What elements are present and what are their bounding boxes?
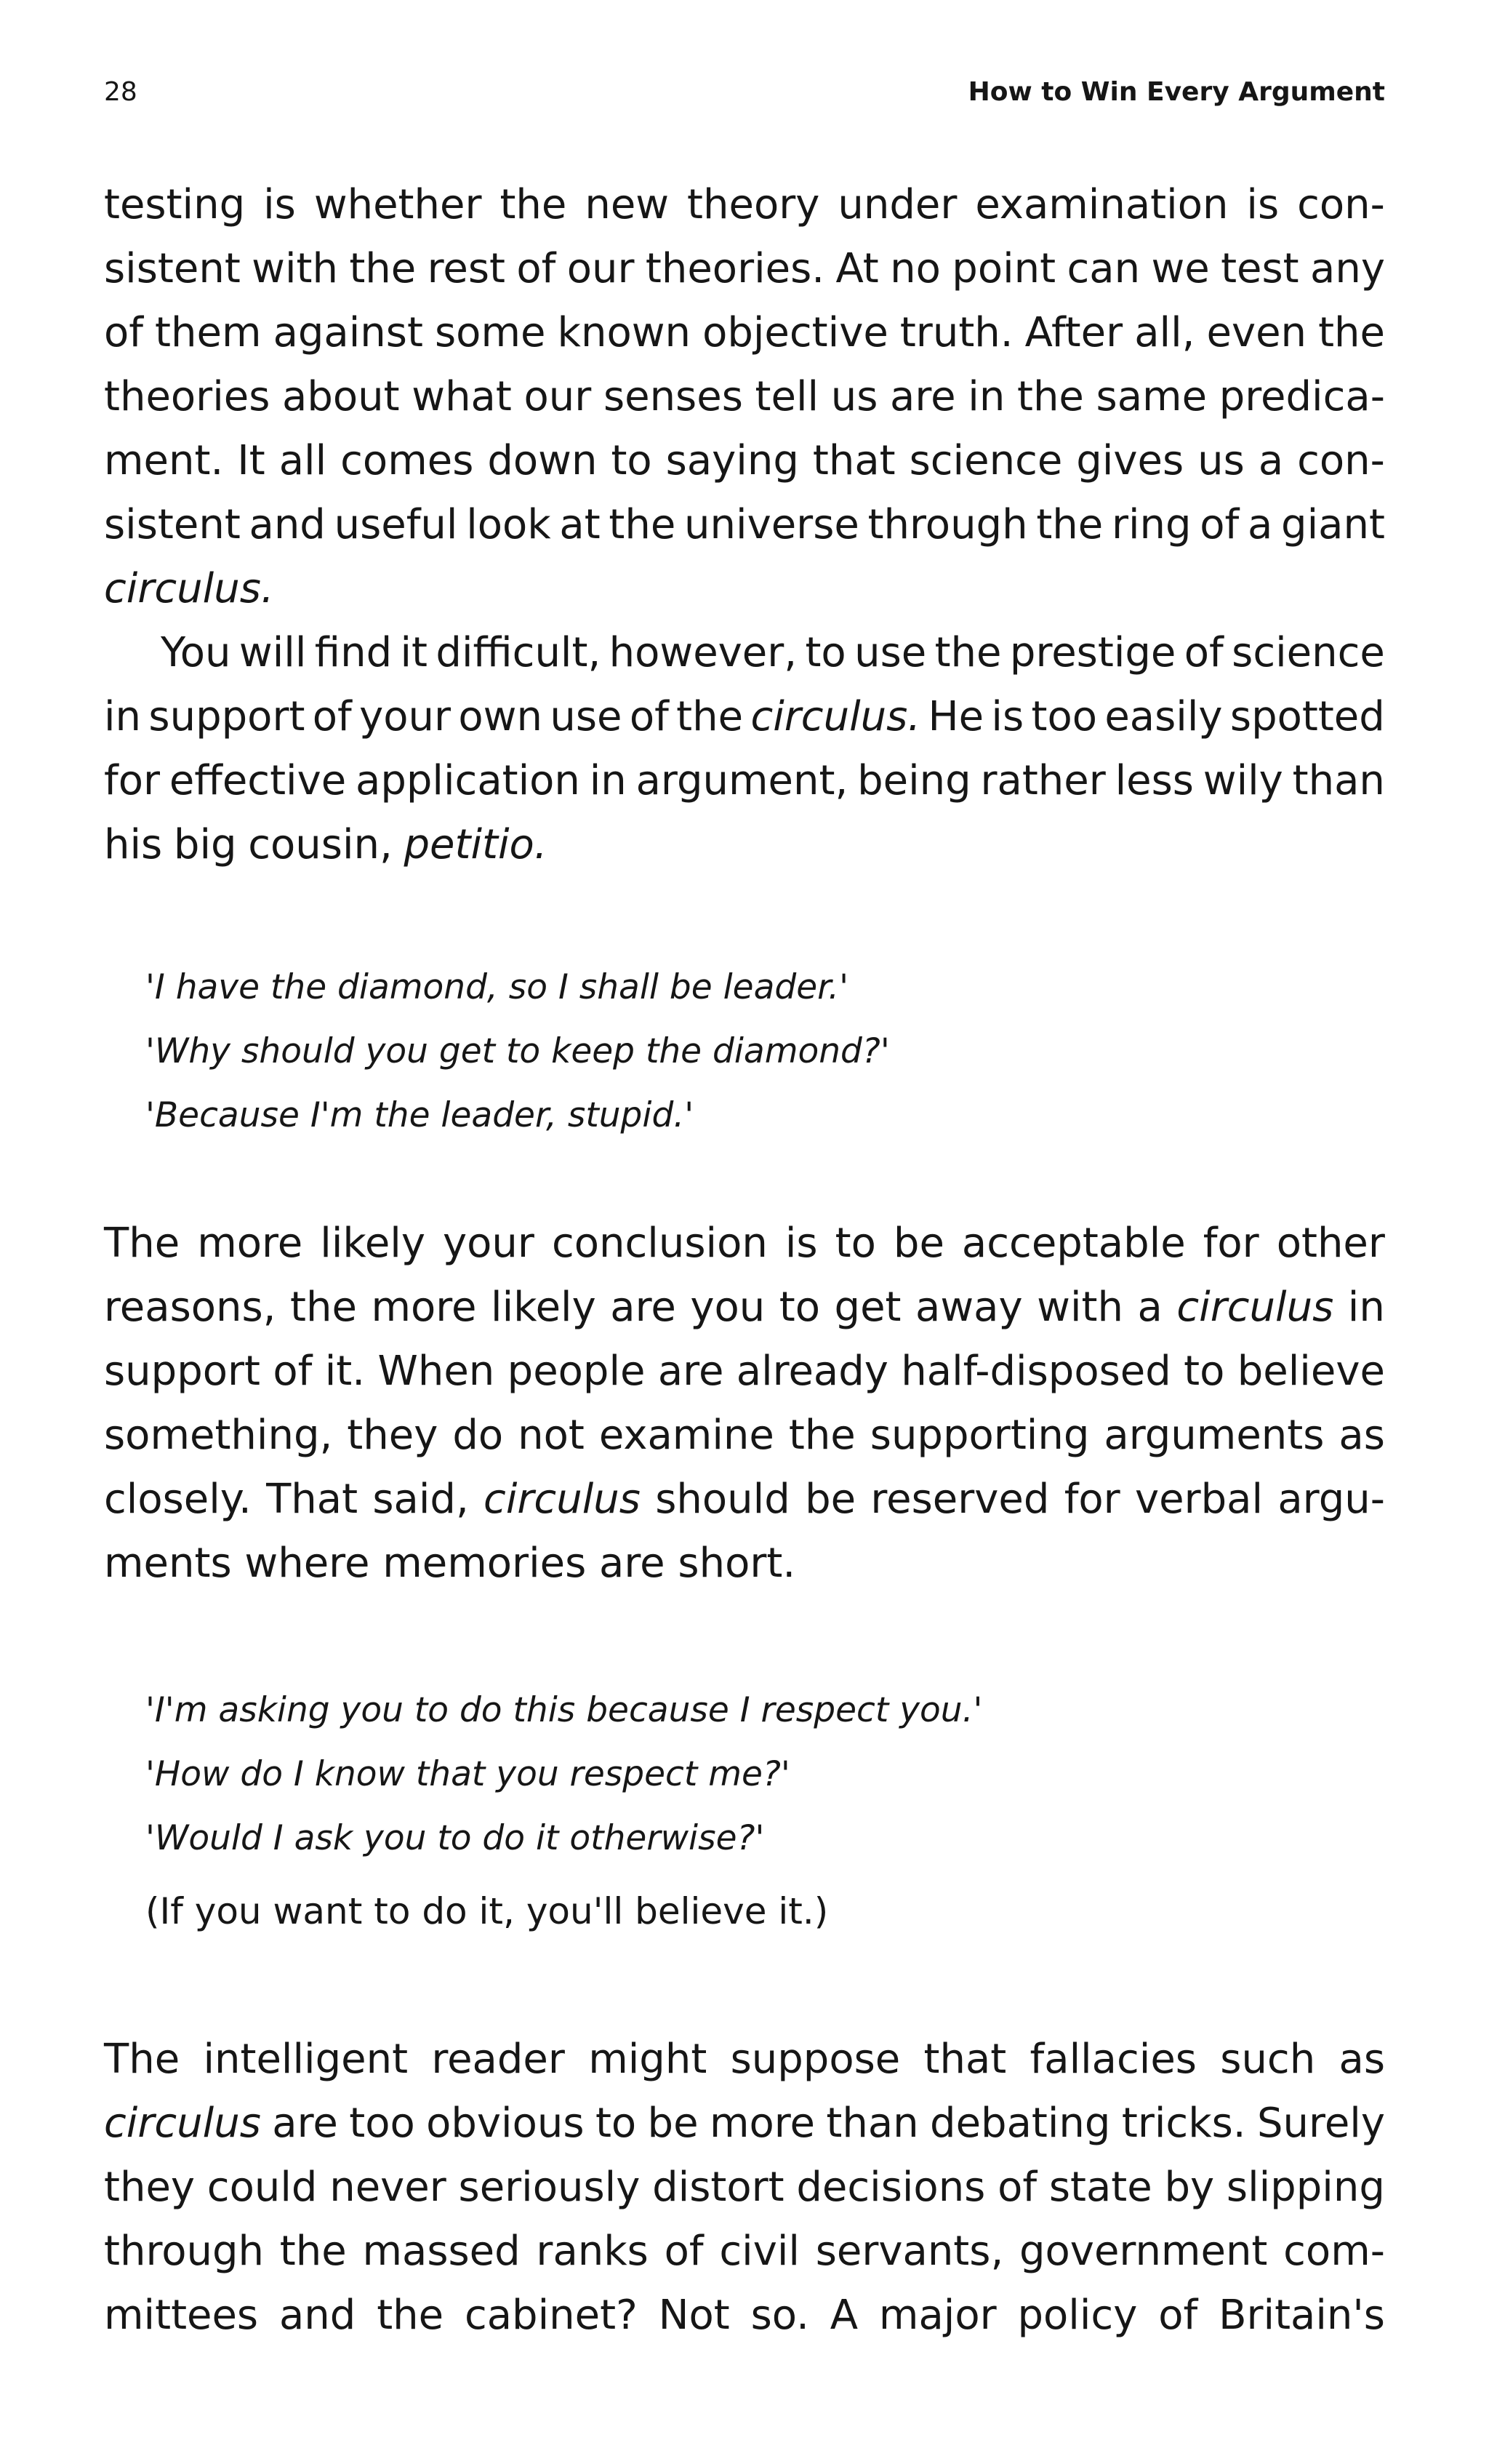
word: civil bbox=[719, 2228, 800, 2275]
text-line bbox=[104, 429, 1385, 493]
word: It bbox=[237, 437, 265, 484]
word: all bbox=[278, 437, 327, 484]
running-title: How to Win Every Argument bbox=[968, 77, 1385, 107]
paragraph-2 bbox=[104, 621, 1385, 877]
word: your bbox=[443, 1220, 534, 1267]
word: get bbox=[834, 1284, 902, 1331]
word: own bbox=[458, 693, 542, 740]
word: and bbox=[278, 2292, 356, 2339]
text-line bbox=[104, 2028, 1385, 2092]
italic-word: circulus. bbox=[104, 565, 274, 612]
word: arguments bbox=[1104, 1412, 1325, 1459]
word: not bbox=[518, 1412, 585, 1459]
word: verbal bbox=[1135, 1476, 1264, 1523]
text-line bbox=[104, 1340, 1385, 1404]
word: said, bbox=[372, 1476, 469, 1523]
italic-word: petitio. bbox=[404, 821, 547, 868]
word: so. bbox=[750, 2292, 809, 2339]
quote-line: 'Why should you get to keep the diamond?' bbox=[145, 1031, 890, 1071]
word: such bbox=[1220, 2036, 1316, 2083]
word: are bbox=[657, 1348, 724, 1395]
word: your bbox=[359, 693, 451, 740]
word: argument, bbox=[635, 757, 848, 804]
word: through bbox=[104, 2228, 265, 2275]
word: for bbox=[1064, 1476, 1120, 1523]
word: that bbox=[923, 2036, 1007, 2083]
word: will bbox=[238, 629, 307, 676]
word: rest bbox=[427, 245, 506, 292]
word: down bbox=[487, 437, 598, 484]
word: the bbox=[377, 2292, 444, 2339]
word: you bbox=[690, 1284, 766, 1331]
word: con- bbox=[1297, 437, 1385, 484]
word: new bbox=[585, 181, 670, 228]
text-line bbox=[104, 2092, 1385, 2156]
word: use bbox=[854, 629, 927, 676]
word: do bbox=[452, 1412, 504, 1459]
word: the bbox=[279, 2228, 347, 2275]
word: is bbox=[1246, 181, 1280, 228]
word: supporting bbox=[870, 1412, 1090, 1459]
word: they bbox=[104, 2164, 196, 2211]
word: other bbox=[1276, 1220, 1385, 1267]
text-line bbox=[104, 557, 1385, 621]
word: we bbox=[1151, 245, 1210, 292]
page-number: 28 bbox=[104, 77, 137, 107]
word: the bbox=[676, 693, 744, 740]
text-line bbox=[104, 2220, 1385, 2284]
word: look bbox=[466, 501, 551, 548]
word: difficult, bbox=[436, 629, 601, 676]
text-line bbox=[104, 2156, 1385, 2220]
page-header bbox=[104, 67, 1385, 118]
word: fallacies bbox=[1030, 2036, 1197, 2083]
word: Not bbox=[658, 2292, 730, 2339]
word: is bbox=[991, 693, 1024, 740]
word: never bbox=[329, 2164, 446, 2211]
word: it bbox=[400, 629, 428, 676]
word: whether bbox=[313, 181, 482, 228]
text-line bbox=[104, 1532, 1385, 1596]
text-line bbox=[104, 813, 1385, 877]
word: government bbox=[1019, 2228, 1268, 2275]
text-line bbox=[104, 685, 1385, 749]
word: science bbox=[909, 437, 1063, 484]
word: At bbox=[835, 245, 879, 292]
word: against bbox=[273, 309, 423, 356]
text-line bbox=[104, 1404, 1385, 1468]
word: people bbox=[507, 1348, 646, 1395]
word: be bbox=[805, 1476, 856, 1523]
word: easily bbox=[1104, 693, 1223, 740]
word: predica- bbox=[1219, 373, 1385, 420]
word: his bbox=[104, 821, 163, 868]
text-line bbox=[104, 301, 1385, 365]
word: under bbox=[838, 181, 958, 228]
word: being bbox=[857, 757, 971, 804]
word: the bbox=[1036, 501, 1104, 548]
word: con- bbox=[1297, 181, 1385, 228]
word: use bbox=[550, 693, 622, 740]
word: they bbox=[347, 1412, 438, 1459]
quote-line: 'I have the diamond, so I shall be leader.' bbox=[145, 967, 848, 1007]
word: seriously bbox=[458, 2164, 641, 2211]
word: mittees bbox=[104, 2292, 259, 2339]
word: major bbox=[878, 2292, 997, 2339]
word: Britain's bbox=[1219, 2292, 1385, 2339]
word: debating bbox=[930, 2100, 1111, 2147]
quote-line: 'I'm asking you to do this because I respect you.' bbox=[145, 1690, 983, 1730]
word: in bbox=[104, 693, 142, 740]
word: that bbox=[812, 437, 896, 484]
word: a bbox=[1258, 437, 1284, 484]
word: than bbox=[1292, 757, 1385, 804]
word: be bbox=[647, 2100, 699, 2147]
word: our bbox=[523, 373, 592, 420]
word: the bbox=[1016, 373, 1084, 420]
quote-line: 'Because I'm the leader, stupid.' bbox=[145, 1095, 694, 1135]
word: distort bbox=[652, 2164, 784, 2211]
word: to bbox=[779, 1284, 821, 1331]
word: massed bbox=[362, 2228, 521, 2275]
word: to bbox=[595, 2100, 637, 2147]
word: decisions bbox=[796, 2164, 986, 2211]
word: should bbox=[655, 1476, 790, 1523]
word: too bbox=[1031, 693, 1097, 740]
word: the bbox=[788, 1412, 856, 1459]
word: to bbox=[611, 437, 652, 484]
word: find bbox=[314, 629, 393, 676]
word: the bbox=[290, 1284, 357, 1331]
word: The bbox=[104, 1220, 180, 1267]
word: of bbox=[1158, 2292, 1198, 2339]
text-line bbox=[104, 621, 1385, 685]
word: obvious bbox=[426, 2100, 585, 2147]
word: as bbox=[1339, 1412, 1385, 1459]
word: com- bbox=[1283, 2228, 1385, 2275]
word: away bbox=[915, 1284, 1023, 1331]
word: by bbox=[1164, 2164, 1215, 2211]
word: about bbox=[282, 373, 400, 420]
italic-word: circulus bbox=[1176, 1284, 1334, 1331]
paragraph-3 bbox=[104, 1212, 1385, 1596]
paragraph-1 bbox=[104, 173, 1385, 621]
word: are bbox=[610, 1284, 676, 1331]
word: examination bbox=[975, 181, 1229, 228]
text-line bbox=[104, 493, 1385, 557]
word: them bbox=[155, 309, 262, 356]
word: might bbox=[588, 2036, 707, 2083]
word: That bbox=[266, 1476, 358, 1523]
word: known bbox=[557, 309, 691, 356]
word: acceptable bbox=[961, 1220, 1186, 1267]
word: of bbox=[1184, 629, 1224, 676]
word: You bbox=[161, 629, 231, 676]
dialogue-quote-1 bbox=[145, 956, 1381, 1148]
word: sistent bbox=[104, 245, 241, 292]
word: even bbox=[1206, 309, 1307, 356]
word: in bbox=[1347, 1284, 1385, 1331]
word: some bbox=[435, 309, 546, 356]
word: is bbox=[263, 181, 296, 228]
word: reserved bbox=[870, 1476, 1050, 1523]
word: Surely bbox=[1256, 2100, 1385, 2147]
word: giant bbox=[1281, 501, 1385, 548]
word: rather bbox=[980, 757, 1106, 804]
word: than bbox=[826, 2100, 919, 2147]
word: us bbox=[830, 373, 878, 420]
word: more bbox=[709, 2100, 815, 2147]
word: reasons, bbox=[104, 1284, 276, 1331]
word: policy bbox=[1017, 2292, 1138, 2339]
word: tell bbox=[755, 373, 819, 420]
parenthetical-aside: (If you want to do it, you'll believe it.) bbox=[145, 1890, 829, 1932]
word: support bbox=[104, 1348, 261, 1395]
word: of bbox=[104, 309, 143, 356]
word: truth. bbox=[899, 309, 1014, 356]
word: theories bbox=[104, 373, 270, 420]
word: of bbox=[273, 1348, 313, 1395]
word: with bbox=[252, 245, 338, 292]
word: in bbox=[589, 757, 627, 804]
word: the bbox=[609, 501, 676, 548]
word: wily bbox=[1203, 757, 1283, 804]
word: our bbox=[566, 245, 635, 292]
word: cabinet? bbox=[464, 2292, 638, 2339]
text-line bbox=[104, 1468, 1385, 1532]
word: to bbox=[1184, 1348, 1225, 1395]
word: through bbox=[867, 501, 1028, 548]
word: tricks. bbox=[1121, 2100, 1246, 2147]
word: spotted bbox=[1229, 693, 1385, 740]
word: gives bbox=[1076, 437, 1184, 484]
word: prestige bbox=[1009, 629, 1176, 676]
dialogue-quote-2 bbox=[145, 1679, 1381, 1871]
word: all, bbox=[1134, 309, 1195, 356]
word: support bbox=[148, 693, 305, 740]
word: objective bbox=[702, 309, 888, 356]
word: big bbox=[173, 821, 237, 868]
word: no bbox=[890, 245, 941, 292]
word: and bbox=[249, 501, 326, 548]
word: in bbox=[968, 373, 1006, 420]
word: of bbox=[1200, 501, 1240, 548]
word: are bbox=[272, 2100, 338, 2147]
word: senses bbox=[603, 373, 743, 420]
word: more bbox=[197, 1220, 303, 1267]
italic-word: circulus. bbox=[750, 693, 921, 740]
text-line bbox=[104, 1276, 1385, 1340]
italic-word: circulus bbox=[483, 1476, 641, 1523]
word: state bbox=[1048, 2164, 1152, 2211]
word: application bbox=[356, 757, 580, 804]
word: the bbox=[349, 245, 417, 292]
word: be bbox=[893, 1220, 944, 1267]
text-line bbox=[104, 237, 1385, 301]
word: what bbox=[412, 373, 512, 420]
word: saying bbox=[665, 437, 799, 484]
quote-line: 'Would I ask you to do it otherwise?' bbox=[145, 1818, 765, 1858]
quote-line: 'How do I know that you respect me?' bbox=[145, 1754, 790, 1794]
word: a bbox=[1137, 1284, 1163, 1331]
word: believe bbox=[1237, 1348, 1385, 1395]
word: to bbox=[835, 1220, 876, 1267]
text-fragment: ments where memories are short. bbox=[104, 1540, 796, 1587]
word: cousin, bbox=[248, 821, 393, 868]
text-line bbox=[104, 749, 1385, 813]
word: is bbox=[784, 1220, 818, 1267]
word: however, bbox=[609, 629, 798, 676]
word: to bbox=[805, 629, 846, 676]
text-line bbox=[104, 1212, 1385, 1276]
word: could bbox=[206, 2164, 318, 2211]
word: of bbox=[629, 693, 669, 740]
word: are bbox=[890, 373, 956, 420]
word: slipping bbox=[1226, 2164, 1385, 2211]
text-line bbox=[104, 173, 1385, 237]
word: already bbox=[736, 1348, 888, 1395]
word: something, bbox=[104, 1412, 333, 1459]
word: comes bbox=[340, 437, 474, 484]
paragraph-4 bbox=[104, 2028, 1385, 2348]
word: can bbox=[1067, 245, 1141, 292]
word: half-disposed bbox=[901, 1348, 1171, 1395]
word: effective bbox=[169, 757, 347, 804]
word: as bbox=[1339, 2036, 1385, 2083]
word: of bbox=[312, 693, 352, 740]
word: of bbox=[664, 2228, 704, 2275]
word: conclusion bbox=[551, 1220, 768, 1267]
word: intelligent bbox=[203, 2036, 409, 2083]
word: theories. bbox=[645, 245, 825, 292]
word: the bbox=[934, 629, 1002, 676]
word: the bbox=[1318, 309, 1385, 356]
word: reader bbox=[431, 2036, 565, 2083]
word: sistent bbox=[104, 501, 241, 548]
word: of bbox=[998, 2164, 1038, 2211]
word: test bbox=[1221, 245, 1299, 292]
text-line bbox=[104, 2284, 1385, 2348]
text-line bbox=[104, 365, 1385, 429]
word: closely. bbox=[104, 1476, 252, 1523]
word: argu- bbox=[1277, 1476, 1385, 1523]
word: for bbox=[1203, 1220, 1259, 1267]
word: useful bbox=[334, 501, 458, 548]
word: After bbox=[1024, 309, 1123, 356]
word: A bbox=[830, 2292, 859, 2339]
word: it. bbox=[324, 1348, 366, 1395]
word: of bbox=[516, 245, 556, 292]
word: ring bbox=[1111, 501, 1192, 548]
word: suppose bbox=[730, 2036, 901, 2083]
word: with bbox=[1037, 1284, 1123, 1331]
word: universe bbox=[684, 501, 859, 548]
word: examine bbox=[598, 1412, 774, 1459]
word: He bbox=[928, 693, 984, 740]
word: ment. bbox=[104, 437, 224, 484]
word: likely bbox=[491, 1284, 596, 1331]
word: science bbox=[1232, 629, 1385, 676]
word: less bbox=[1115, 757, 1194, 804]
word: point bbox=[952, 245, 1056, 292]
word: likely bbox=[320, 1220, 425, 1267]
word: for bbox=[104, 757, 160, 804]
word: servants, bbox=[815, 2228, 1004, 2275]
word: the bbox=[499, 181, 567, 228]
word: any bbox=[1310, 245, 1385, 292]
word: When bbox=[377, 1348, 495, 1395]
word: theory bbox=[687, 181, 820, 228]
word: testing bbox=[104, 181, 246, 228]
word: at bbox=[559, 501, 601, 548]
italic-word: circulus bbox=[104, 2100, 261, 2147]
word: more bbox=[371, 1284, 477, 1331]
word: a bbox=[1248, 501, 1273, 548]
word: same bbox=[1096, 373, 1208, 420]
word: too bbox=[349, 2100, 415, 2147]
word: us bbox=[1197, 437, 1245, 484]
word: ranks bbox=[536, 2228, 649, 2275]
word: The bbox=[104, 2036, 180, 2083]
